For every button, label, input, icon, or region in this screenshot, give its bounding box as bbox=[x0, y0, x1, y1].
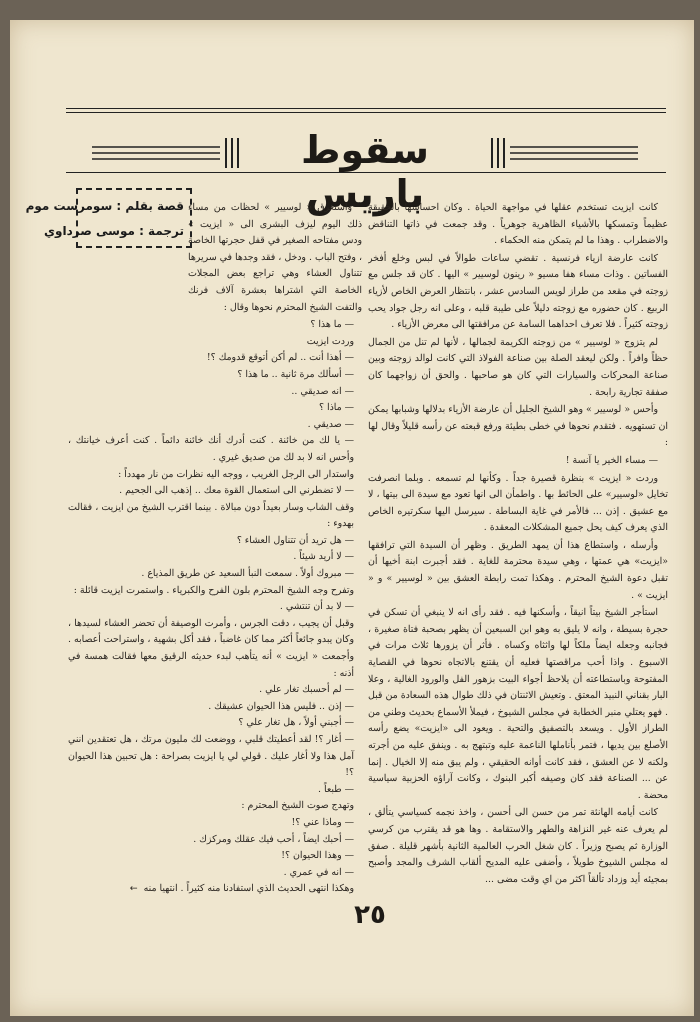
title-bottom-rule bbox=[66, 172, 666, 173]
paragraph: وأرسله ، واستطاع هذا أن يمهد الطريق . وظهر أن السيدة التي ترافقها «ايزيت» هي عمتها ، وهي سيدة محترمة للغاية . فقد أجبرت ابنة أخيها أن تقبل دعوة الشيخ المحترم . وهكذا تمت رابطة العشق بين « لوسيير » و « ايزيت » . bbox=[368, 539, 668, 601]
article-title: سقوط باريس bbox=[300, 128, 429, 216]
paragraph: كانت أيامه الهانئة تمر من حسن الى أحسن ، واخذ نجمه كسياسي يتألق ، لم يعرف عنه غير النزاهة والطهر والاستقامة . وها هو قد يقترب من كرسي الوزارة ثم يصبح وزيراً . كان شغل الحرب العالمية الثانية بأشهر قليلة . صفق له مجلس الشيوخ طويلاً ، وأضفى عليه المديح ألقاب الشرف والمجد وأصبح بمجيئه أيد وزداد تألقاً اكثر من اي وقت مضى ... bbox=[368, 807, 668, 885]
continue-arrow-icon: ← bbox=[129, 883, 138, 895]
paragraph: — مساء الخير يا آنسة ! bbox=[565, 454, 658, 466]
dialog-line: — هل تريد أن تتناول العشاء ؟ bbox=[236, 534, 354, 546]
paragraph: وردت « ايزيت » بنظرة قصيرة جداً . وكأنها لم تسمعه . وبلما انصرفت تخايل «لوسيير» على الحائط بها . واطمأن الى انها تعود مع سيدة الى بيتها ، لا مع عشيق . إذن ... فالأمر في غاية البساطة . سيرسل اليها سكرتيره الخاص الذي يعرف كيف يحل جميع المشكلات المعقدة . bbox=[368, 472, 668, 534]
dialog-line: — ماذا ؟ bbox=[319, 402, 354, 414]
dialog-line: واستدار الى الرجل الغريب ، ووجه اليه نظرات من نار مهدداً : bbox=[118, 468, 354, 480]
paragraph: وأحس « لوسيير » وهو الشيخ الجليل أن عارضة الأزياء بدلالها وشبابها يمكن ان تستهويه . فتقدم نحوها في خطى بطيئة ورفع قبعته عن رأسه قليلاً وقال لها : bbox=[368, 404, 668, 449]
top-rule-thin bbox=[66, 112, 666, 113]
dialog-line: — انه صديقي .. bbox=[291, 385, 354, 397]
magazine-page bbox=[10, 20, 694, 1016]
dialog-line: — أغار ؟! لقد أعطيتك قلبي ، ووضعت لك مليون مرتك ، هل تعتقدين انني آمل هذا ولا أغار عليك . قولي لي يا ايزيت بصراحة : هل تحبين هذا الحيوان ؟! bbox=[68, 734, 354, 779]
dialog-line: — مبروك أولاً . سمعت النبأ السعيد عن طريق المذياع . bbox=[141, 568, 354, 580]
text-column-right bbox=[368, 200, 668, 900]
dialog-line: — إذن .. فليس هذا الحيوان عشيقك . bbox=[208, 700, 354, 712]
paragraph-intro: واستغرق « لوسيير » لحظات من مساء ذلك اليوم ليزف البشرى الى « ايزيت » ودس مفتاحه الصغير في قفل حجرتها الخاصة ، وفتح الباب . ودخل ، فقد وجدها في سريرها تتناول العشاء وهي تراجع بعض المجلات الخاصة التي اشتراها بعشرة آلاف فرنك والتفت الشيخ المحترم نحوها وقال : bbox=[188, 202, 362, 313]
paragraph: استأجر الشيخ بيتاً انيقاً ، وأسكنها فيه . فقد رأى انه لا ينبغي أن تسكن في حجرة بسيطة ، وانه لا يليق به وهو ابن السبعين أن يظهر بصحبة فتاة صغيرة ، فجانبه وجعله ايضاً ملكاً لها واثثاه وكساه . فأثر أن يزورها ثلاث مرات في الاسبوع . واذا أحب مراقصتها فعليه أن يقتنع بالاتجاه نحوها في القصاية المفتوحة وباستطاعته أن يلاحظ أجواء البيت بزهور الفل والورود الغالية ، وعلا البار بقناني النبيذ المعتق . وتعيش الاثنتان في ذلك طوال هذه السعادة من قبل . فهو يعتلي منبر الخطابة في مجلس الشيوخ ، فيملأ الأسماع بحديث وطني من الطراز الأول . ويسعد بالتصفيق والتحية . ويعود الى «ايزيت» يضع رأسه الأصلع بين يديها ، فتمر بأناملها الناعمة عليه وتبتهج به . وينفق عليه من أجرته ولكنه لا عن العشق ، فقد كانت أوانه الحقيقي ، ولم يبق منه إلا الخيال . إنما عن ... الصناعة فقد كان وصيفه أكبر البنوك ، وكانت آراؤه الحزبية سياسية محضة . bbox=[368, 607, 668, 801]
paragraph: كانت ايزيت تستخدم عقلها في مواجهة الحياة . وكان احساسها بالحقيقة عظيماً وتمسكها بالأشياء الظاهرية جوهرياً . وقد جمعت في ذاتها التناقض والاضطراب . وهذا ما لم يتمكن منه الحكماء . bbox=[368, 202, 668, 247]
top-rule bbox=[66, 108, 666, 109]
dialog-line-last bbox=[68, 881, 362, 898]
dialog-line: — صديقي . bbox=[307, 418, 354, 430]
dialog-line: — لا بد أن تنتشي . bbox=[279, 601, 354, 613]
paragraph: كانت عارضة ازياء فرنسية . تقضي ساعات طوالاً في لبس وخلع أفخر الفساتين . وذات مساء هفا مسيو « رينون لوسيير » اليها . كان قد جلس مع زوجته في مقعد من طراز لويس السادس عشر ، بانتظار العرض الخاص لأزياء الربيع . كان حضوره مع زوجته دليلاً على طيبة قلبه ، وعلى انه رجل جواد يحب زوجته كثيراً . فلا تعرف احداهما السامة عن مرافقتها الى معرض الأزياء . bbox=[368, 252, 668, 331]
dialog-line: وقف الشاب وسار بعيداً دون مبالاة . بينما اقترب الشيخ من ايزيت ، فقالت بهدوء : bbox=[68, 501, 354, 530]
dialog-line: — ما هذا ؟ bbox=[310, 319, 354, 331]
dialog-line: — انه في عمري . bbox=[283, 866, 354, 878]
dialog-line: وتهدج صوت الشيخ المحترم : bbox=[241, 800, 354, 812]
dialog-line: — وهذا الحيوان ؟! bbox=[281, 850, 354, 862]
dialog-line: — يا لك من خائنة . كنت أدرك أنك خائنة دائماً . كنت أعرف خيانتك ، وأحس انه لا بد لك من صديق غيري . bbox=[68, 435, 354, 463]
dialog-line: — أحبك ايضاً ، أحب فيك عقلك ومركزك . bbox=[193, 833, 354, 845]
dialog-line: — أهذا أنت .. لم أكن أتوقع قدومك ؟! bbox=[206, 352, 354, 364]
dialog-text: وهكذا انتهى الحديث الذي استفادنا منه كثيراً . انتهيا منه bbox=[143, 883, 354, 895]
translator-credit: ترجمة : موسى صرداوي bbox=[44, 224, 184, 238]
text-column-left bbox=[44, 200, 362, 900]
dialog-line: — لا تضطرني الى استعمال القوة معك .. إذهب الى الجحيم . bbox=[119, 485, 354, 497]
dialog-line: وتفرح وجه الشيخ المحترم بلون الفرح والكبرياء . واستمرت ايزيت قائلة : bbox=[73, 584, 354, 596]
page-number: ٢٥ bbox=[354, 900, 386, 930]
paragraph: لم يتزوج « لوسيير » من زوجته الكريمة لجمالها ، لأنها لم تنل من الجمال حظاً وافراً . ولكن ليعقد الصلة بين صناعة الفولاذ التي كانت لوالد زوجته وبين صناعة المحركات والسيارات التي كان هو صاحبها . والحق أن زواجهما كان صفقة تجارية رابحة . bbox=[368, 336, 668, 398]
dialog-line: — أسألك مرة ثانية .. ما هذا ؟ bbox=[237, 368, 354, 380]
dialog-line: وردت ايزيت bbox=[306, 335, 354, 347]
dialog-line: — لم أحسبك تغار علي . bbox=[259, 684, 354, 696]
title-ornament-right bbox=[488, 138, 638, 168]
dialog-line: وقبل أن يجيب ، دقت الجرس ، وأمرت الوصيفة أن تحضر العشاء لسيدها ، وكان يبدو جائعاً أكثر مما كان غاضباً ، فقد أكل بشهية ، واستراحت أعصابه . وأجمعت « ايزيت » أنه يتأهب لبدء حديثه الرقيق معها فقالت همسة في أذنه : bbox=[68, 617, 354, 679]
title-ornament-left bbox=[92, 138, 242, 168]
dialog-line: — لا أريد شيئاً . bbox=[293, 551, 354, 563]
dialog-line: — وماذا عني ؟! bbox=[291, 816, 354, 828]
author-credit: قصة بقلم : سومرست موم bbox=[25, 199, 184, 213]
dialog-line: — أجبني أولاً ، هل تغار علي ؟ bbox=[238, 717, 354, 729]
dialog-line: — طبعاً . bbox=[318, 783, 354, 795]
